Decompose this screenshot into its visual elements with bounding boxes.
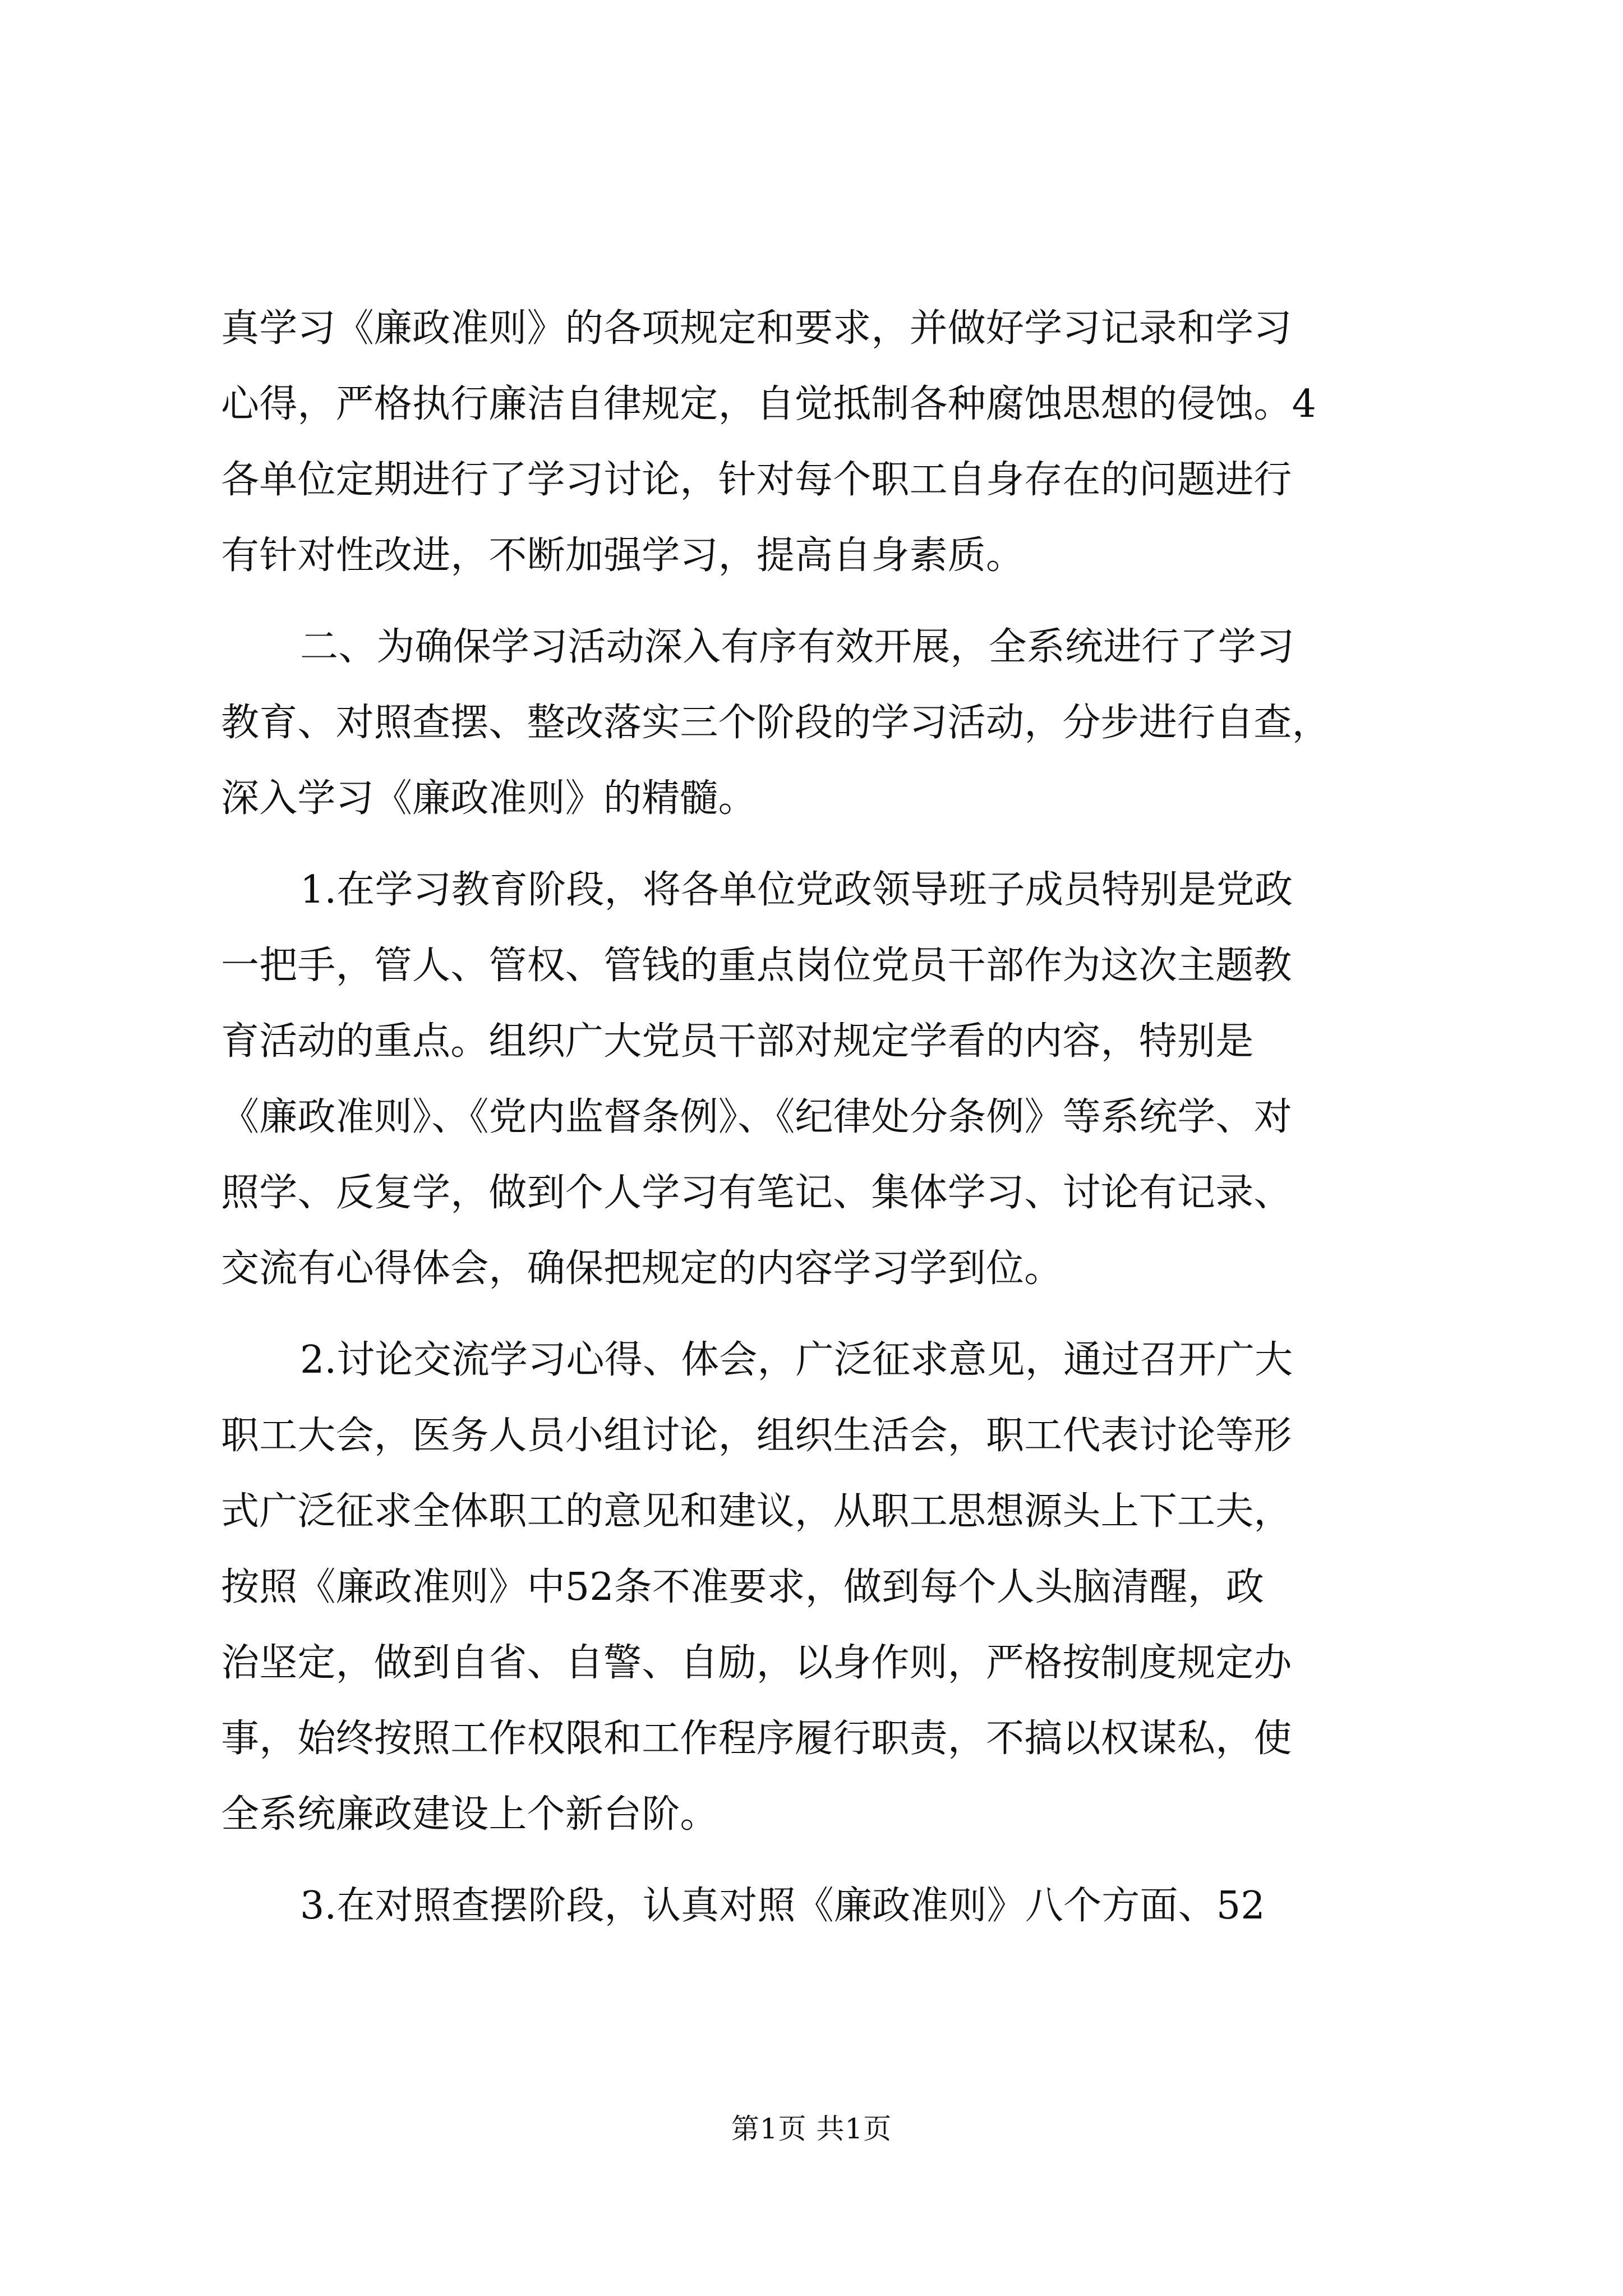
- paragraph-line: 教育、对照查摆、整改落实三个阶段的学习活动，分步进行自查，: [221, 701, 1330, 745]
- paragraph-line: 事，始终按照工作权限和工作程序履行职责，不搞以权谋私，使: [221, 1717, 1292, 1761]
- paragraph-line: 有针对性改进，不断加强学习，提高自身素质。: [221, 533, 1025, 578]
- paragraph-line: 交流有心得体会，确保把规定的内容学习学到位。: [221, 1246, 1063, 1291]
- paragraph-line: 真学习《廉政准则》的各项规定和要求，并做好学习记录和学习: [221, 306, 1292, 351]
- paragraph-line: 3.在对照查摆阶段，认真对照《廉政准则》八个方面、52: [300, 1884, 1265, 1928]
- paragraph-line: 一把手，管人、管权、管钱的重点岗位党员干部作为这次主题教: [221, 944, 1292, 988]
- paragraph-line: 2.讨论交流学习心得、体会，广泛征求意见，通过召开广大: [300, 1338, 1293, 1382]
- paragraph-line: 全系统廉政建设上个新台阶。: [221, 1792, 718, 1837]
- paragraph-line: 深入学习《廉政准则》的精髓。: [221, 776, 757, 821]
- paragraph-line: 照学、反复学，做到个人学习有笔记、集体学习、讨论有记录、: [221, 1171, 1292, 1215]
- paragraph-line: 1.在学习教育阶段，将各单位党政领导班子成员特别是党政: [300, 868, 1293, 912]
- paragraph-line: 二、为确保学习活动深入有序有效开展，全系统进行了学习: [300, 625, 1295, 669]
- paragraph-line: 式广泛征求全体职工的意见和建议，从职工思想源头上下工夫，: [221, 1489, 1292, 1534]
- page-number-footer: 第1页 共1页: [731, 2113, 892, 2145]
- paragraph-line: 按照《廉政准则》中52条不准要求，做到每个人头脑清醒，政: [221, 1565, 1265, 1609]
- paragraph-line: 职工大会，医务人员小组讨论，组织生活会，职工代表讨论等形: [221, 1414, 1292, 1458]
- paragraph-line: 《廉政准则》、《党内监督条例》、《纪律处分条例》等系统学、对: [221, 1095, 1293, 1139]
- paragraph-line: 各单位定期进行了学习讨论，针对每个职工自身存在的问题进行: [221, 458, 1292, 502]
- paragraph-line: 心得，严格执行廉洁自律规定，自觉抵制各种腐蚀思想的侵蚀。4: [221, 382, 1317, 426]
- paragraph-line: 育活动的重点。组织广大党员干部对规定学看的内容，特别是: [221, 1019, 1254, 1064]
- paragraph-line: 治坚定，做到自省、自警、自励，以身作则，严格按制度规定办: [221, 1641, 1292, 1685]
